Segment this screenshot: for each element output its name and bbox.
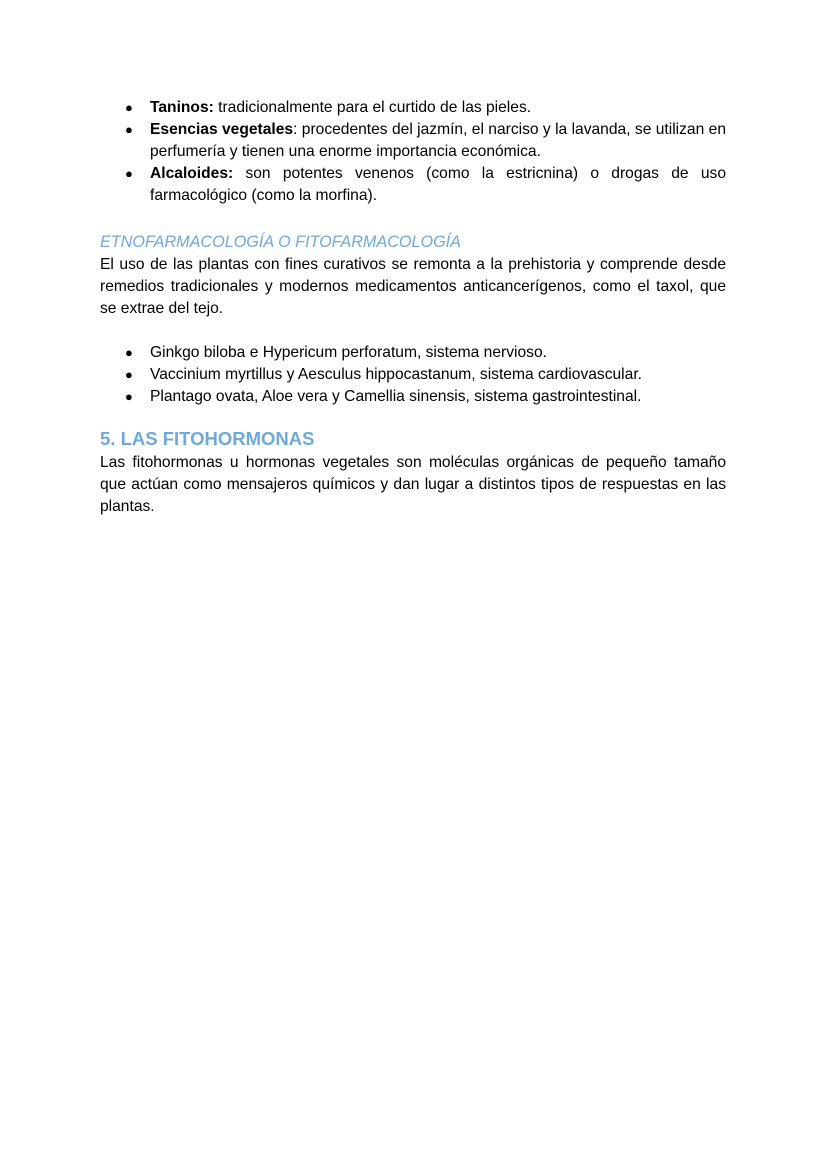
bullet-icon: ● [125,122,133,137]
etnofarmacologia-paragraph: El uso de las plantas con fines curativos se remonta a la prehistoria y comprende desde remedios tradicionales y modernos medicamentos anticancerígenos, como el taxol, que se extrae del tejo. [100,256,726,317]
list-item [100,386,726,408]
bullet-icon: ● [125,367,133,382]
list-item-text: Vaccinium myrtillus y Aesculus hippocastanum, sistema cardiovascular. [150,366,642,383]
list-item-term: Alcaloides: [150,165,234,182]
list-item [100,119,726,163]
list-item [100,97,726,119]
fitohormonas-paragraph: Las fitohormonas u hormonas vegetales son moléculas orgánicas de pequeño tamaño que actúan como mensajeros químicos y dan lugar a distintos tipos de respuestas en las plantas. [100,454,726,515]
fitohormonas-heading: 5. LAS FITOHORMONAS [100,428,315,449]
list-item-text: tradicionalmente para el curtido de las pieles. [213,99,532,116]
list-item-term: Taninos: [150,99,214,116]
list-item-text: son potentes venenos (como la estricnina) o drogas de uso farmacológico (como la morfina). [150,165,726,204]
compounds-list [100,97,726,207]
etnofarmacologia-heading: ETNOFARMACOLOGÍA O FITOFARMACOLOGÍA [100,233,461,251]
list-item-term: Esencias vegetales [150,121,294,138]
list-item [100,163,726,207]
list-item [100,364,726,386]
bullet-icon: ● [125,100,133,115]
bullet-icon: ● [125,345,133,360]
bullet-icon: ● [125,166,133,181]
list-item-text: Ginkgo biloba e Hypericum perforatum, sistema nervioso. [150,344,547,361]
list-item [100,342,726,364]
list-item-text: : procedentes del jazmín, el narciso y la lavanda, se utilizan en perfumería y tienen una enorme importancia económica. [150,121,726,160]
list-item-text: Plantago ovata, Aloe vera y Camellia sinensis, sistema gastrointestinal. [150,388,642,405]
document-page [100,97,726,518]
bullet-icon: ● [125,389,133,404]
plants-list [100,342,726,408]
